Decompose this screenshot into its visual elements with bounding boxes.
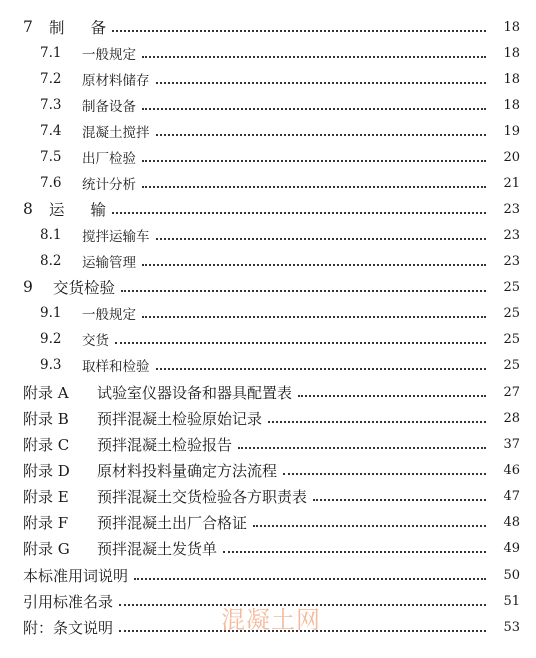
toc-number: 附录 C bbox=[23, 435, 70, 454]
toc-page-number: 25 bbox=[503, 305, 520, 321]
toc-number: 附录 E bbox=[23, 487, 69, 506]
dot-leader bbox=[112, 212, 486, 214]
toc-page-number: 25 bbox=[503, 357, 520, 373]
toc-number: 9.3 bbox=[40, 357, 62, 373]
dot-leader bbox=[298, 395, 486, 397]
toc-number: 附录 B bbox=[23, 409, 69, 428]
toc-title: 出厂检验 bbox=[82, 151, 136, 167]
toc-title: 搅拌运输车 bbox=[82, 229, 150, 245]
toc-entry-chapter-8[interactable] bbox=[0, 196, 536, 222]
toc-page-number: 47 bbox=[503, 488, 520, 504]
toc-number: 7.4 bbox=[40, 123, 62, 139]
toc-title: 运输管理 bbox=[82, 255, 136, 271]
toc-page-number: 21 bbox=[503, 175, 520, 191]
toc-entry-9-2[interactable] bbox=[0, 326, 536, 352]
toc-title: 预拌混凝土出厂合格证 bbox=[97, 513, 248, 532]
dot-leader bbox=[142, 56, 486, 58]
dot-leader bbox=[283, 473, 486, 475]
toc-page-number: 49 bbox=[503, 540, 520, 556]
toc-number: 8 bbox=[23, 200, 33, 218]
toc-page-number: 18 bbox=[503, 97, 520, 113]
toc-number: 9.1 bbox=[40, 305, 62, 321]
toc-entry-7-6[interactable] bbox=[0, 170, 536, 196]
toc-entry-8-1[interactable] bbox=[0, 222, 536, 248]
toc-number: 7 bbox=[23, 18, 33, 36]
toc-page-number: 23 bbox=[503, 253, 520, 269]
dot-leader bbox=[156, 82, 487, 84]
dot-leader bbox=[142, 160, 486, 162]
toc-title: 统计分析 bbox=[82, 177, 136, 193]
dot-leader bbox=[142, 186, 486, 188]
toc-entry-appendix-c[interactable] bbox=[0, 431, 536, 457]
toc-number: 附录 A bbox=[23, 383, 69, 402]
toc-title: 原材料投料量确定方法流程 bbox=[97, 461, 278, 480]
toc-entry-8-2[interactable] bbox=[0, 248, 536, 274]
toc-number: 附录 G bbox=[23, 539, 70, 558]
toc-entry-wording-notes[interactable] bbox=[0, 562, 536, 588]
toc-page-number: 50 bbox=[503, 567, 520, 583]
toc-number: 附录 D bbox=[23, 461, 70, 480]
dot-leader bbox=[142, 316, 486, 318]
toc-title: 本标准用词说明 bbox=[23, 566, 129, 585]
toc-page-number: 18 bbox=[503, 71, 520, 87]
dot-leader bbox=[112, 30, 486, 32]
toc-number: 9.2 bbox=[40, 331, 62, 347]
toc-page-number: 20 bbox=[503, 149, 520, 165]
toc-page-number: 37 bbox=[503, 436, 520, 452]
dot-leader bbox=[142, 108, 486, 110]
dot-leader bbox=[156, 368, 487, 370]
toc-page-number: 53 bbox=[503, 619, 520, 635]
toc-page-number: 18 bbox=[503, 45, 520, 61]
toc-entry-9-3[interactable] bbox=[0, 352, 536, 378]
toc-number: 7.6 bbox=[40, 175, 62, 191]
toc-entry-7-4[interactable] bbox=[0, 118, 536, 144]
toc-title: 试验室仪器设备和器具配置表 bbox=[97, 383, 293, 402]
toc-page-number: 25 bbox=[503, 331, 520, 347]
dot-leader bbox=[156, 134, 487, 136]
toc-entry-7-3[interactable] bbox=[0, 92, 536, 118]
toc-number: 7.1 bbox=[40, 45, 62, 61]
toc-number: 附录 F bbox=[23, 513, 69, 532]
toc-entry-appendix-d[interactable] bbox=[0, 457, 536, 483]
toc-number: 9 bbox=[23, 278, 33, 296]
toc-title: 交货检验 bbox=[53, 279, 116, 297]
toc-entry-7-5[interactable] bbox=[0, 144, 536, 170]
toc-page-number: 27 bbox=[503, 384, 520, 400]
toc-title: 预拌混凝土发货单 bbox=[97, 539, 218, 558]
toc-entry-chapter-9[interactable] bbox=[0, 274, 536, 300]
toc-title: 引用标准名录 bbox=[23, 592, 114, 611]
toc-number: 7.3 bbox=[40, 97, 62, 113]
dot-leader bbox=[156, 238, 487, 240]
toc-entry-appendix-e[interactable] bbox=[0, 483, 536, 509]
toc-title: 预拌混凝土检验报告 bbox=[97, 435, 233, 454]
dot-leader bbox=[121, 290, 486, 292]
watermark: 混凝土网 bbox=[221, 606, 321, 634]
toc-entry-appendix-g[interactable] bbox=[0, 535, 536, 561]
toc-title: 原材料储存 bbox=[82, 73, 150, 89]
toc-page-number: 19 bbox=[503, 123, 520, 139]
toc-title: 一般规定 bbox=[82, 307, 136, 323]
toc-page-number: 28 bbox=[503, 410, 520, 426]
dot-leader bbox=[115, 342, 486, 344]
toc-entry-appendix-b[interactable] bbox=[0, 405, 536, 431]
toc-title: 混凝土搅拌 bbox=[82, 125, 150, 141]
toc-page-number: 23 bbox=[503, 227, 520, 243]
toc-entry-7-2[interactable] bbox=[0, 66, 536, 92]
dot-leader bbox=[223, 551, 486, 553]
dot-leader bbox=[238, 447, 486, 449]
toc-number: 8.1 bbox=[40, 227, 62, 243]
toc-page-number: 18 bbox=[503, 19, 520, 35]
dot-leader bbox=[142, 264, 486, 266]
dot-leader bbox=[253, 525, 486, 527]
toc-title: 制备 bbox=[49, 19, 133, 37]
toc-page-number: 48 bbox=[503, 514, 520, 530]
toc-entry-appendix-f[interactable] bbox=[0, 509, 536, 535]
toc-entry-chapter-7[interactable] bbox=[0, 14, 536, 40]
toc-number: 8.2 bbox=[40, 253, 62, 269]
toc-number: 7.5 bbox=[40, 149, 62, 165]
toc-entry-9-1[interactable] bbox=[0, 300, 536, 326]
toc-entry-7-1[interactable] bbox=[0, 40, 536, 66]
dot-leader bbox=[268, 421, 486, 423]
dot-leader bbox=[313, 499, 486, 501]
toc-title: 一般规定 bbox=[82, 47, 136, 63]
toc-title: 预拌混凝土检验原始记录 bbox=[97, 409, 263, 428]
dot-leader bbox=[134, 578, 486, 580]
toc-entry-appendix-a[interactable] bbox=[0, 379, 536, 405]
toc-title: 预拌混凝土交货检验各方职责表 bbox=[97, 487, 308, 506]
toc-title: 交货 bbox=[82, 333, 109, 349]
toc-page-number: 51 bbox=[503, 593, 520, 609]
toc-title: 制备设备 bbox=[82, 99, 136, 115]
toc-title: 取样和检验 bbox=[82, 359, 150, 375]
toc-page-number: 25 bbox=[503, 279, 520, 295]
toc-title: 运输 bbox=[49, 201, 133, 219]
toc-title: 附：条文说明 bbox=[23, 618, 114, 637]
toc-page-number: 46 bbox=[503, 462, 520, 478]
toc-number: 7.2 bbox=[40, 71, 62, 87]
toc-page-number: 23 bbox=[503, 201, 520, 217]
